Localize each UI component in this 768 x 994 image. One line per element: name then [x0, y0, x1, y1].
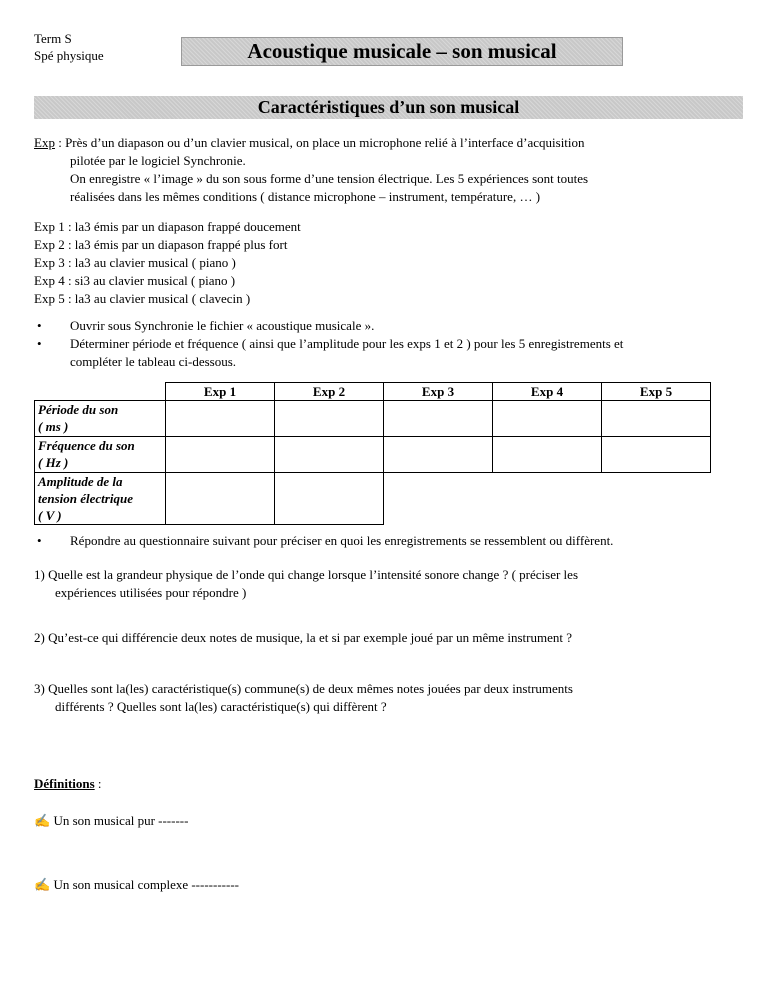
list-item: Exp 4 : si3 au clavier musical ( piano ): [34, 273, 236, 288]
column-header: Exp 4: [493, 383, 602, 401]
list-item: Exp 3 : la3 au clavier musical ( piano ): [34, 255, 236, 270]
table-header-row: [35, 383, 711, 401]
column-header: Exp 1: [166, 383, 275, 401]
column-header: Exp 3: [384, 383, 493, 401]
question-2: 2) Qu’est-ce qui différencie deux notes de musique, la et si par exemple joué par un même instrument ?: [34, 630, 572, 645]
table-cell[interactable]: [275, 473, 384, 525]
exp-label: Exp: [34, 135, 55, 150]
question-1a: 1) Quelle est la grandeur physique de l’onde qui change lorsque l’intensité sonore change ? ( préciser les: [34, 567, 579, 582]
table-cell[interactable]: [166, 437, 275, 473]
table-row: [35, 473, 711, 525]
list-item: Exp 1 : la3 émis par un diapason frappé doucement: [34, 219, 301, 234]
exp-intro-line3: On enregistre « l’image » du son sous forme d’une tension électrique. Les 5 expériences sont toutes: [70, 171, 589, 186]
table-row: [35, 401, 711, 437]
definition-2: ✍ Un son musical complexe -----------: [34, 877, 239, 892]
table-row: [35, 437, 711, 473]
list-item: Exp 2 : la3 émis par un diapason frappé plus fort: [34, 237, 288, 252]
page-title: Acoustique musicale – son musical: [181, 37, 623, 66]
bullet-text-2a: Déterminer période et fréquence ( ainsi que l’amplitude pour les exps 1 et 2 ) pour les 5 enregistrements et: [70, 336, 624, 351]
section-title: Caractéristiques d’un son musical: [34, 96, 743, 119]
table-cell[interactable]: [275, 437, 384, 473]
bullet-text-1: Ouvrir sous Synchronie le fichier « acoustique musicale ».: [70, 318, 375, 333]
writing-hand-icon: ✍: [34, 877, 51, 892]
exp-intro-line1: Exp : Près d’un diapason ou d’un clavier musical, on place un microphone relié à l’interface d’acquisition: [34, 135, 585, 150]
question-3a: 3) Quelles sont la(les) caractéristique(s) commune(s) de deux mêmes notes jouées par deux instruments: [34, 681, 573, 696]
bullet-icon: •: [37, 318, 42, 333]
table-cell[interactable]: [384, 437, 493, 473]
table-cell[interactable]: [493, 437, 602, 473]
row-label: Fréquence du son ( Hz ): [35, 437, 166, 473]
writing-hand-icon: ✍: [34, 813, 51, 828]
subject-label: Spé physique: [34, 48, 104, 63]
table-cell[interactable]: [384, 401, 493, 437]
class-label: Term S: [34, 31, 72, 46]
table-cell[interactable]: [166, 401, 275, 437]
bullet-icon: •: [37, 533, 42, 548]
exp-intro-line4: réalisées dans les mêmes conditions ( distance microphone – instrument, température, … ): [70, 189, 541, 204]
definition-1: ✍ Un son musical pur -------: [34, 813, 189, 828]
experiments-list: [34, 218, 301, 308]
results-table: [34, 382, 711, 525]
column-header: Exp 5: [602, 383, 711, 401]
table-cell[interactable]: [166, 473, 275, 525]
bullet-icon: •: [37, 336, 42, 351]
row-label: Période du son ( ms ): [35, 401, 166, 437]
list-item: Exp 5 : la3 au clavier musical ( clavecin ): [34, 291, 251, 306]
table-cell[interactable]: [602, 401, 711, 437]
row-label: Amplitude de la tension électrique ( V ): [35, 473, 166, 525]
table-cell[interactable]: [493, 401, 602, 437]
bullet-text-2b: compléter le tableau ci-dessous.: [70, 354, 237, 369]
question-1b: expériences utilisées pour répondre ): [55, 585, 247, 600]
definitions-heading: Définitions :: [34, 776, 102, 791]
table-cell[interactable]: [275, 401, 384, 437]
table-cell[interactable]: [602, 437, 711, 473]
bullet-text-3: Répondre au questionnaire suivant pour préciser en quoi les enregistrements se ressemblent ou diffèrent.: [70, 533, 614, 548]
column-header: Exp 2: [275, 383, 384, 401]
exp-intro-line2: pilotée par le logiciel Synchronie.: [70, 153, 246, 168]
question-3b: différents ? Quelles sont la(les) caractéristique(s) qui diffèrent ?: [55, 699, 387, 714]
header-info: [34, 30, 104, 64]
